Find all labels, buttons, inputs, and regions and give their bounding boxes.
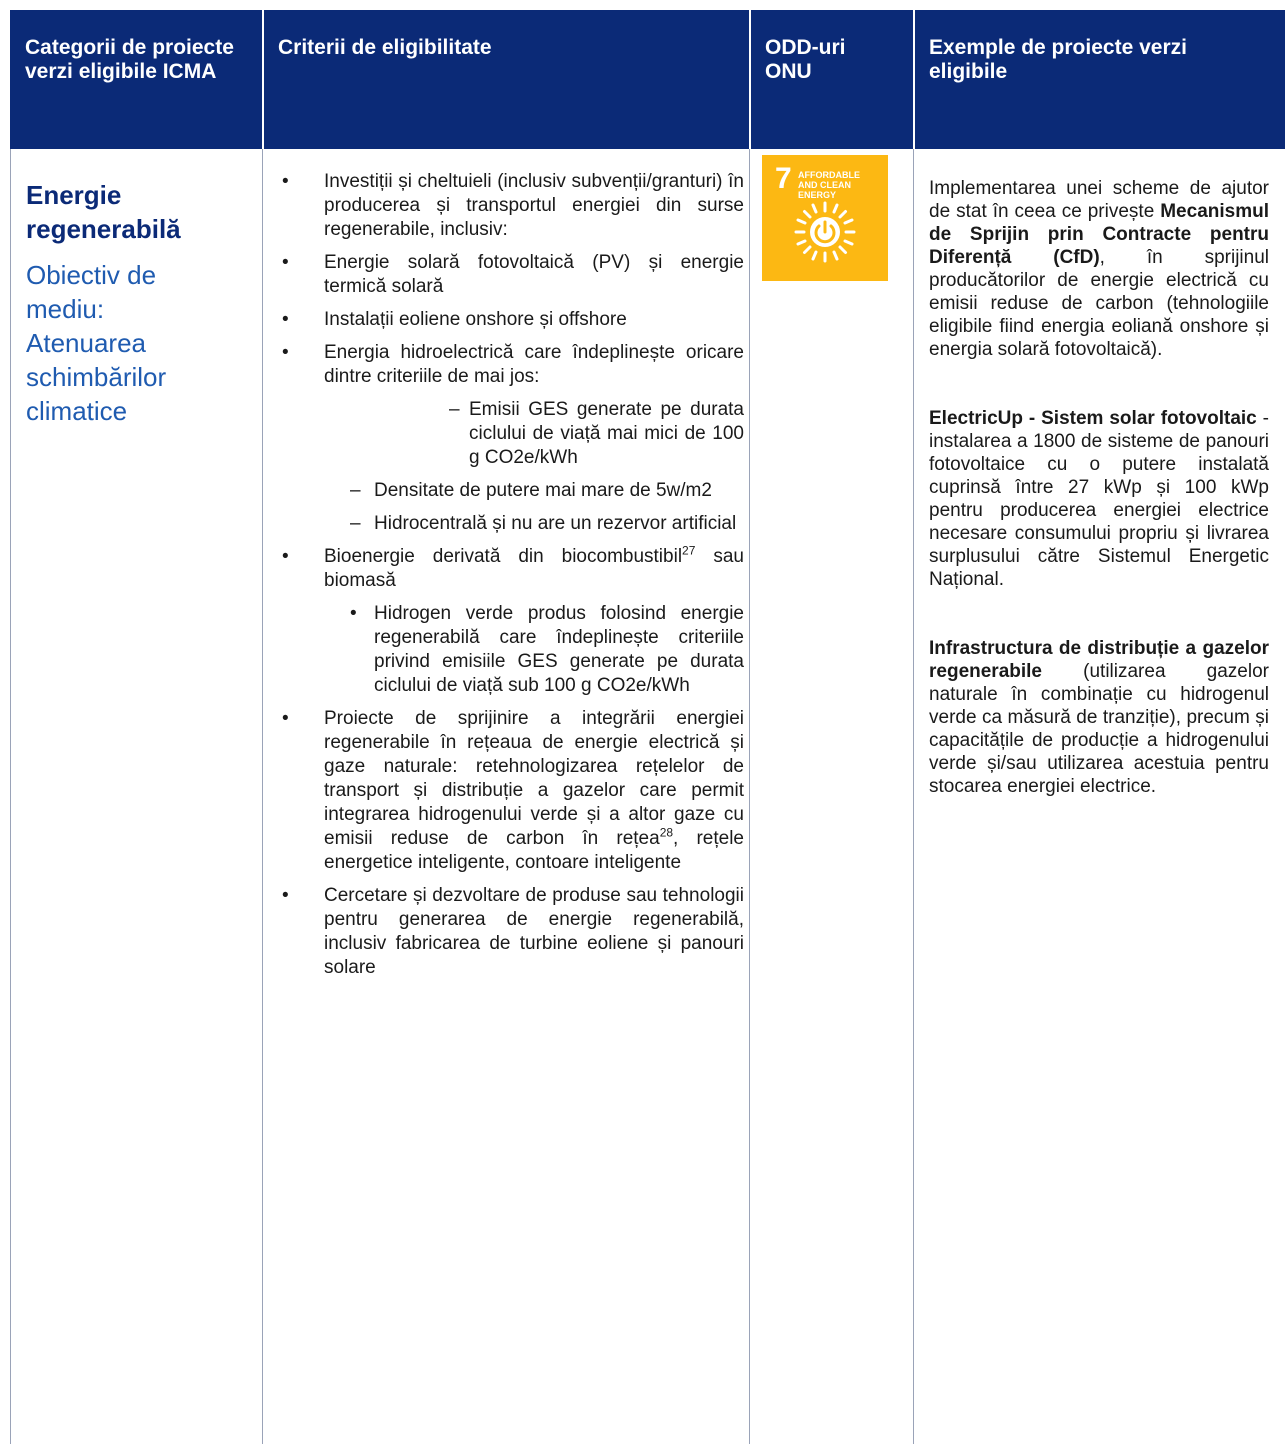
header-col-categories: Categorii de proiecte verzi eligibile ICMA (25, 36, 234, 83)
example-cfd (929, 177, 1269, 361)
objective-value: Atenuarea schimbărilor climatice (26, 328, 167, 426)
column-border (262, 149, 263, 1444)
criteria-text: , rețele energetice inteligente, contoare inteligente (324, 828, 744, 873)
column-border (10, 149, 11, 1444)
sun-power-icon (793, 200, 857, 264)
example-title: Mecanismul de Sprijin prin Contracte pentru Diferență (CfD) (929, 201, 1269, 268)
criteria-text: Proiecte de sprijinire a integrării energiei regenerabile în rețeaua de energie electrică și gaze naturale: retehnologizarea rețelelor de transport și distribuție a gazelor care permit integrarea hidrogenului verde și a altor gaze cu emisii reduse de carbon în rețea (324, 708, 744, 849)
header-divider (749, 10, 751, 149)
example-text: (utilizarea gazelor naturale în combinație cu hidrogenul verde ca măsură de tranziție), precum și capacitățile de producție a hidrogenului verde și/sau utilizarea acestuia pentru stocarea energiei electrice. (929, 661, 1269, 797)
criteria-text: sau biomasă (324, 546, 744, 591)
example-text: , în sprijinul producătorilor de energie electrică cu emisii reduse de carbon (tehnologiile eligibile fiind energia eoliană onshore și energia solară fotovoltaică). (929, 247, 1269, 360)
criteria-subitem: • Hidrogen verde produs folosind energie regenerabilă care îndeplinește criteriile privind emisiile GES generate pe durata ciclului de viață sub 100 g CO2e/kWh (274, 602, 744, 698)
criteria-item (274, 707, 744, 875)
project-examples (929, 177, 1269, 844)
criteria-item: • Cercetare și dezvoltare de produse sau tehnologii pentru generarea de energie regenerabilă, inclusiv fabricarea de turbine eoliene și panouri solare (274, 884, 744, 980)
header-col-sdg: ODD-uri ONU (765, 36, 846, 83)
footnote-ref-27: 27 (682, 543, 696, 558)
header-divider (913, 10, 915, 149)
header-col-examples: Exemple de proiecte verzi eligibile (929, 36, 1187, 83)
example-gas-infrastructure (929, 637, 1269, 798)
example-title: Infrastructura de distribuție a gazelor regenerabile (929, 638, 1269, 682)
sdg-number: 7 (775, 162, 792, 195)
criteria-item: • Instalații eoliene onshore și offshore (274, 308, 744, 332)
column-border (749, 149, 750, 1444)
footnote-ref-28: 28 (659, 825, 674, 840)
header-col-criteria: Criterii de eligibilitate (278, 36, 492, 59)
criteria-item: • Energie solară fotovoltaică (PV) și energie termică solară (274, 251, 744, 299)
criteria-subitem: – Hidrocentrală și nu are un rezervor artificial (274, 512, 744, 536)
criteria-item: • Investiții și cheltuieli (inclusiv subvenții/granturi) în producerea și transportul energiei din surse regenerabile, inclusiv: (274, 170, 744, 242)
header-divider (262, 10, 264, 149)
objective-label-2: mediu (26, 294, 97, 324)
column-border (913, 149, 914, 1444)
objective-label: Obiectiv de (26, 260, 157, 290)
table-header (10, 10, 1285, 149)
eligibility-criteria-list (274, 170, 744, 989)
criteria-subitem: – Emisii GES generate pe durata ciclului de viață mai mici de 100 g CO2e/kWh (274, 398, 744, 470)
objective-colon: : (96, 294, 105, 324)
example-electricup (929, 407, 1269, 591)
criteria-text: Bioenergie derivată din biocombustibil (324, 546, 683, 567)
criteria-subitem: – Densitate de putere mai mare de 5w/m2 (274, 479, 744, 503)
category-title: Energie regenerabilă (26, 180, 181, 244)
example-text: Implementarea unei scheme de ajutor de stat în ceea ce privește (929, 178, 1269, 222)
example-title: ElectricUp - Sistem solar fotovoltaic (929, 408, 1257, 429)
sdg-label: AFFORDABLE AND CLEAN ENERGY (798, 170, 860, 200)
example-text: - instalarea a 1800 de sisteme de panouri fotovoltaice cu o putere instalată cuprinsă între 27 kWp și 100 kWp pentru producerea energiei electrice necesare consumului propriu și livrarea surplusului către Sistemul Energetic Național. (929, 408, 1269, 590)
category-objective (26, 258, 226, 428)
criteria-item (274, 545, 744, 593)
sdg-7-badge (762, 155, 888, 281)
criteria-item: • Energia hidroelectrică care îndeplinește oricare dintre criteriile de mai jos: (274, 341, 744, 389)
